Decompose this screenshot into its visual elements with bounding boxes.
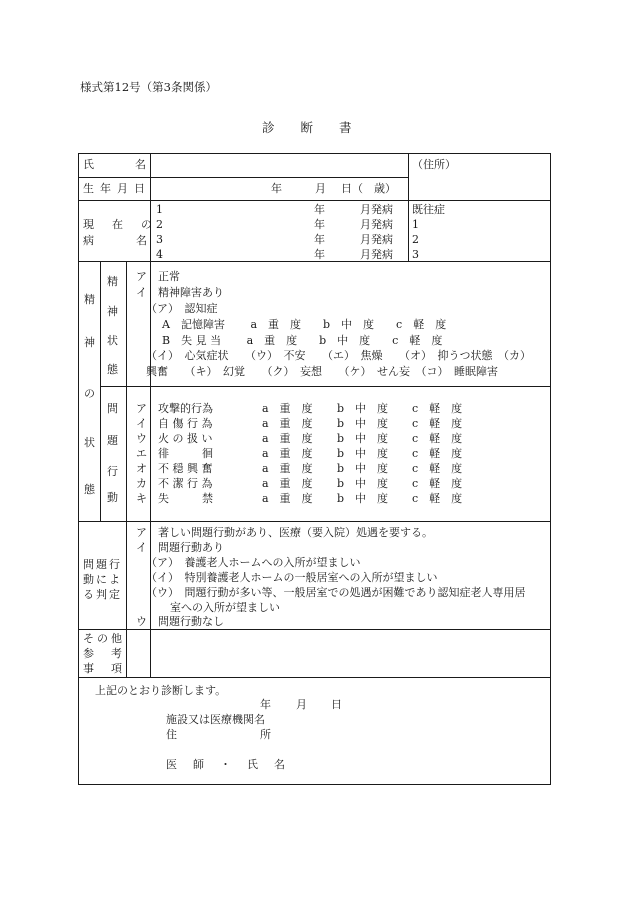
facility-address-label-b: 所: [260, 728, 271, 741]
rule: [78, 177, 408, 178]
illness-row-num: 3: [156, 233, 163, 246]
judgment-line: （ア） 養護老人ホームへの入所が望ましい: [146, 556, 361, 569]
problem-behavior-item: イ 自 傷 行 為: [136, 417, 213, 430]
illness-row-num: 4: [156, 248, 163, 261]
mental-condition-line: A 記憶障害 a 重 度 b 中 度 c 軽 度: [162, 318, 447, 331]
other-notes-label-line: その他: [83, 632, 125, 645]
rule: [550, 153, 551, 785]
doctor-name-label: [166, 759, 285, 770]
label-char: の: [141, 218, 152, 231]
judgment-label-line: 問題行: [83, 558, 122, 571]
severity-option: c 軽 度: [412, 402, 463, 415]
illness-row-onset: 月発病: [360, 233, 393, 246]
other-notes-label-line: 参 考: [83, 647, 125, 660]
severity-option: a 重 度: [262, 477, 313, 490]
birth-day-age: 日（ 歳）: [341, 182, 396, 195]
label-char: 師: [193, 758, 204, 771]
problem-behavior-item: オ 不 穏 興 奮: [136, 462, 213, 475]
label-char: 氏: [247, 758, 258, 771]
severity-option: a 重 度: [262, 492, 313, 505]
mental-condition-line: （ア） 認知症: [146, 302, 218, 315]
birth-month-unit: 月: [315, 182, 326, 195]
rule: [78, 153, 79, 785]
label-char: 名: [274, 758, 285, 771]
signature-date-year: 年: [260, 698, 271, 711]
rule: [78, 784, 551, 785]
problem-behavior-item: ウ 火 の 扱 い: [136, 432, 213, 445]
judgment-line: ア 著しい問題行動があり、医療（要入院）処遇を要する。: [136, 526, 433, 539]
label-char: 医: [166, 758, 177, 771]
name-label-a: 氏: [83, 158, 94, 171]
problem-behavior-label-char: 行: [107, 465, 118, 478]
judgment-line: （ウ） 問題行動が多い等、一般居室での処遇が困難であり認知症老人専用居: [146, 586, 526, 599]
title-char: 診: [262, 120, 275, 135]
rule: [126, 261, 127, 521]
problem-behavior-item: キ 失 禁: [136, 492, 213, 505]
illness-row-year: 年: [314, 218, 325, 231]
severity-option: a 重 度: [262, 417, 313, 430]
severity-option: a 重 度: [262, 462, 313, 475]
rule: [78, 153, 551, 154]
rule: [78, 521, 551, 522]
medical-history-num: 2: [412, 233, 419, 246]
rule: [100, 386, 551, 387]
birth-year-unit: 年: [271, 182, 282, 195]
signature-date-day: 日: [331, 698, 342, 711]
mental-state-label-char: 状: [84, 436, 95, 449]
severity-option: c 軽 度: [412, 417, 463, 430]
title-char: 断: [300, 120, 314, 135]
rule: [408, 153, 409, 261]
mental-condition-label-char: 態: [107, 363, 118, 376]
facility-name-label: 施設又は医療機関名: [166, 713, 265, 726]
label-char: 現: [83, 218, 94, 231]
severity-option: b 中 度: [337, 447, 389, 460]
severity-option: b 中 度: [337, 417, 389, 430]
diagnosis-form: [78, 153, 551, 785]
judgment-label-line: る判定: [83, 588, 122, 601]
severity-option: c 軽 度: [412, 492, 463, 505]
rule: [78, 677, 551, 678]
illness-row-onset: 月発病: [360, 203, 393, 216]
judgment-line: （イ） 特別養護老人ホームの一般居室への入所が望ましい: [146, 571, 438, 584]
address-label: （住所）: [412, 158, 456, 171]
severity-option: c 軽 度: [412, 447, 463, 460]
mental-state-label-char: の: [84, 387, 95, 400]
illness-row-year: 年: [314, 203, 325, 216]
problem-behavior-item: ア 攻撃的行為: [136, 402, 213, 415]
document-title: [262, 122, 378, 135]
illness-row-year: 年: [314, 233, 325, 246]
severity-option: c 軽 度: [412, 477, 463, 490]
mental-condition-line: 興奮 （キ） 幻覚 （ク） 妄想 （ケ） せん妄 （コ） 睡眠障害: [146, 365, 498, 378]
medical-history-num: 3: [412, 248, 419, 261]
name-label-b: 名: [135, 158, 146, 171]
severity-option: c 軽 度: [412, 432, 463, 445]
problem-behavior-item: カ 不 潔 行 為: [136, 477, 213, 490]
birth-date-label: 生年月日: [83, 182, 151, 195]
severity-option: b 中 度: [337, 432, 389, 445]
problem-behavior-label-char: 動: [107, 491, 118, 504]
illness-row-onset: 月発病: [360, 218, 393, 231]
problem-behavior-label-char: 題: [107, 434, 118, 447]
title-char: 書: [339, 120, 352, 135]
mental-condition-label-char: 精: [107, 275, 118, 288]
illness-row-onset: 月発病: [360, 248, 393, 261]
illness-row-year: 年: [314, 248, 325, 261]
rule: [100, 261, 101, 521]
certification-statement: 上記のとおり診断します。: [95, 684, 227, 697]
illness-label-line1: [83, 219, 152, 230]
mental-condition-label-char: 状: [107, 334, 118, 347]
rule: [78, 629, 551, 630]
severity-option: b 中 度: [337, 492, 389, 505]
rule: [78, 261, 551, 262]
mental-condition-line: イ 精神障害あり: [136, 286, 224, 299]
mental-state-label-char: 態: [84, 483, 95, 496]
severity-option: b 中 度: [337, 477, 389, 490]
problem-behavior-label-char: 問: [107, 402, 118, 415]
problem-behavior-item: エ 徘 徊: [136, 447, 213, 460]
label-char: 在: [112, 218, 123, 231]
form-number-label: 様式第12号（第3条関係）: [80, 80, 217, 94]
signature-date-month: 月: [296, 698, 307, 711]
severity-option: a 重 度: [262, 432, 313, 445]
mental-condition-line: B 失 見 当 a 重 度 b 中 度 c 軽 度: [162, 334, 443, 347]
illness-label-line2: [83, 235, 147, 246]
label-char: ・: [220, 758, 231, 771]
medical-history-num: 1: [412, 218, 419, 231]
illness-row-num: 1: [156, 203, 163, 216]
severity-option: b 中 度: [337, 402, 389, 415]
rule: [78, 200, 551, 201]
mental-state-label-char: 精: [84, 293, 95, 306]
rule: [126, 521, 127, 677]
severity-option: c 軽 度: [412, 462, 463, 475]
judgment-line: イ 問題行動あり: [136, 541, 224, 554]
facility-address-label-a: 住: [166, 728, 177, 741]
label-char: 病: [83, 234, 94, 247]
mental-state-label-char: 神: [84, 336, 95, 349]
judgment-line: 室への入所が望ましい: [170, 601, 280, 614]
label-char: 名: [136, 234, 147, 247]
mental-condition-line: ア 正常: [136, 270, 180, 283]
severity-option: a 重 度: [262, 447, 313, 460]
mental-condition-line: （イ） 心気症状 （ウ） 不安 （エ） 焦燥 （オ） 抑うつ状態 （カ）: [146, 349, 531, 362]
judgment-line: ウ 問題行動なし: [136, 615, 224, 628]
illness-row-num: 2: [156, 218, 163, 231]
severity-option: a 重 度: [262, 402, 313, 415]
medical-history-title: 既往症: [412, 203, 445, 216]
judgment-label-line: 動によ: [83, 573, 122, 586]
other-notes-label-line: 事 項: [83, 662, 125, 675]
mental-condition-label-char: 神: [107, 305, 118, 318]
severity-option: b 中 度: [337, 462, 389, 475]
